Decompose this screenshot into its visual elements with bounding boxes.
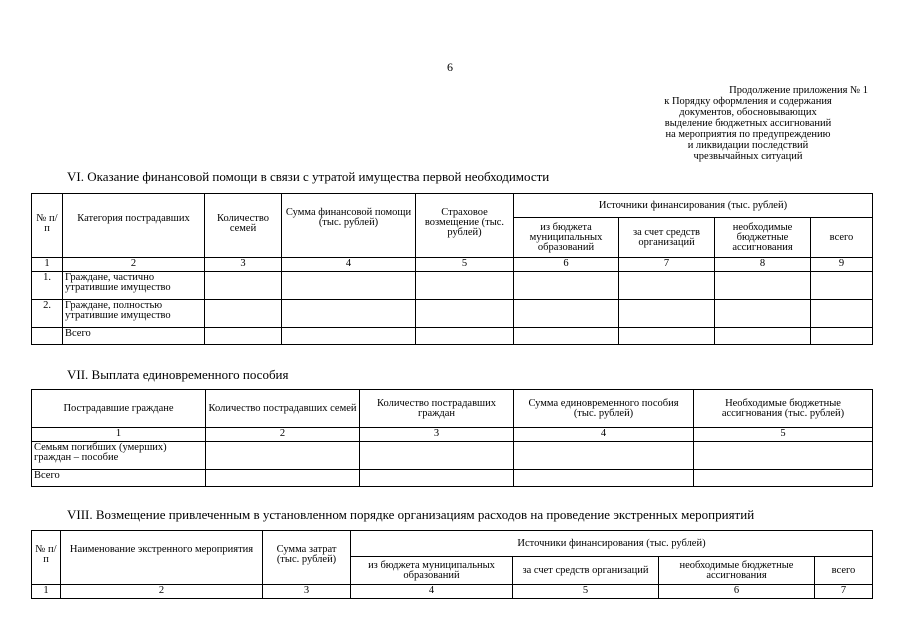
section-6-table <box>31 193 873 345</box>
header-org: за счет средств организаций <box>513 557 659 585</box>
row-label: Граждане, полностью утратившие имущество <box>63 300 205 328</box>
appendix-line: на мероприятия по предупреждению <box>665 129 831 140</box>
table-row <box>32 328 873 345</box>
section-8-table <box>31 530 873 599</box>
col-number: 1 <box>32 585 61 599</box>
header-municipal: из бюджета муниципальных образований <box>351 557 513 585</box>
section-7-title: VII. Выплата единовременного пособия <box>67 367 289 382</box>
col-number: 2 <box>206 428 360 442</box>
header-cost: Сумма затрат (тыс. рублей) <box>263 531 351 585</box>
col-number: 4 <box>514 428 694 442</box>
appendix-line: и ликвидации последствий <box>687 140 809 151</box>
header-num: № п/п <box>32 194 63 258</box>
col-number: 7 <box>619 258 715 272</box>
header-num: № п/п <box>32 531 61 585</box>
col-number: 4 <box>351 585 513 599</box>
header-total: всего <box>811 218 873 258</box>
table-row <box>32 272 873 300</box>
header-sources: Источники финансирования (тыс. рублей) <box>514 194 873 218</box>
header-families: Количество семей <box>205 194 282 258</box>
row-label: Граждане, частично утратившие имущество <box>63 272 205 300</box>
appendix-note <box>628 85 868 162</box>
header-aid-sum: Сумма финансовой помощи (тыс. рублей) <box>282 194 416 258</box>
col-number: 2 <box>61 585 263 599</box>
col-number: 5 <box>513 585 659 599</box>
col-number: 7 <box>815 585 873 599</box>
col-number: 8 <box>715 258 811 272</box>
col-number: 9 <box>811 258 873 272</box>
header-insurance: Страховое возмещение (тыс. рублей) <box>416 194 514 258</box>
header-needed: необходимые бюджетные ассигнования <box>715 218 811 258</box>
col-number: 3 <box>263 585 351 599</box>
table-row <box>32 442 873 470</box>
appendix-line: выделение бюджетных ассигнований <box>664 118 832 129</box>
header-needed: необходимые бюджетные ассигнования <box>659 557 815 585</box>
appendix-line: к Порядку оформления и содержания <box>664 96 832 107</box>
header-needed: Необходимые бюджетные ассигнования (тыс. рублей) <box>694 390 873 428</box>
header-sources: Источники финансирования (тыс. рублей) <box>351 531 873 557</box>
col-number: 1 <box>32 428 206 442</box>
page-number: 6 <box>447 60 453 74</box>
col-number: 3 <box>360 428 514 442</box>
header-citizens: Количество пострадавших граждан <box>360 390 514 428</box>
header-municipal: из бюджета муниципальных образований <box>514 218 619 258</box>
header-org: за счет средств организаций <box>619 218 715 258</box>
col-number: 6 <box>514 258 619 272</box>
header-families: Количество пострадавших семей <box>206 390 360 428</box>
appendix-line: Продолжение приложения № 1 <box>729 85 868 96</box>
header-event: Наименование экстренного мероприятия <box>61 531 263 585</box>
col-number: 5 <box>416 258 514 272</box>
row-num <box>32 328 63 345</box>
section-8-title: VIII. Возмещение привлеченным в установленном порядке организациям расходов на проведение экстренных мероприятий <box>67 507 755 522</box>
header-category: Категория пострадавших <box>63 194 205 258</box>
col-number: 5 <box>694 428 873 442</box>
row-num: 2. <box>32 300 63 328</box>
table-row <box>32 470 873 487</box>
appendix-line: чрезвычайных ситуаций <box>693 151 803 162</box>
row-label: Всего <box>32 470 206 487</box>
header-total: всего <box>815 557 873 585</box>
col-number: 3 <box>205 258 282 272</box>
col-number: 6 <box>659 585 815 599</box>
col-number: 4 <box>282 258 416 272</box>
table-row <box>32 300 873 328</box>
row-label: Всего <box>63 328 205 345</box>
row-label: Семьям погибших (умерших) граждан – пособие <box>32 442 206 470</box>
appendix-line: документов, обосновывающих <box>679 107 817 118</box>
col-number: 2 <box>63 258 205 272</box>
header-victims: Пострадавшие граждане <box>32 390 206 428</box>
row-num: 1. <box>32 272 63 300</box>
col-number: 1 <box>32 258 63 272</box>
section-7-table <box>31 389 873 487</box>
header-benefit: Сумма единовременного пособия (тыс. рублей) <box>514 390 694 428</box>
section-6-title: VI. Оказание финансовой помощи в связи с утратой имущества первой необходимости <box>67 169 550 184</box>
